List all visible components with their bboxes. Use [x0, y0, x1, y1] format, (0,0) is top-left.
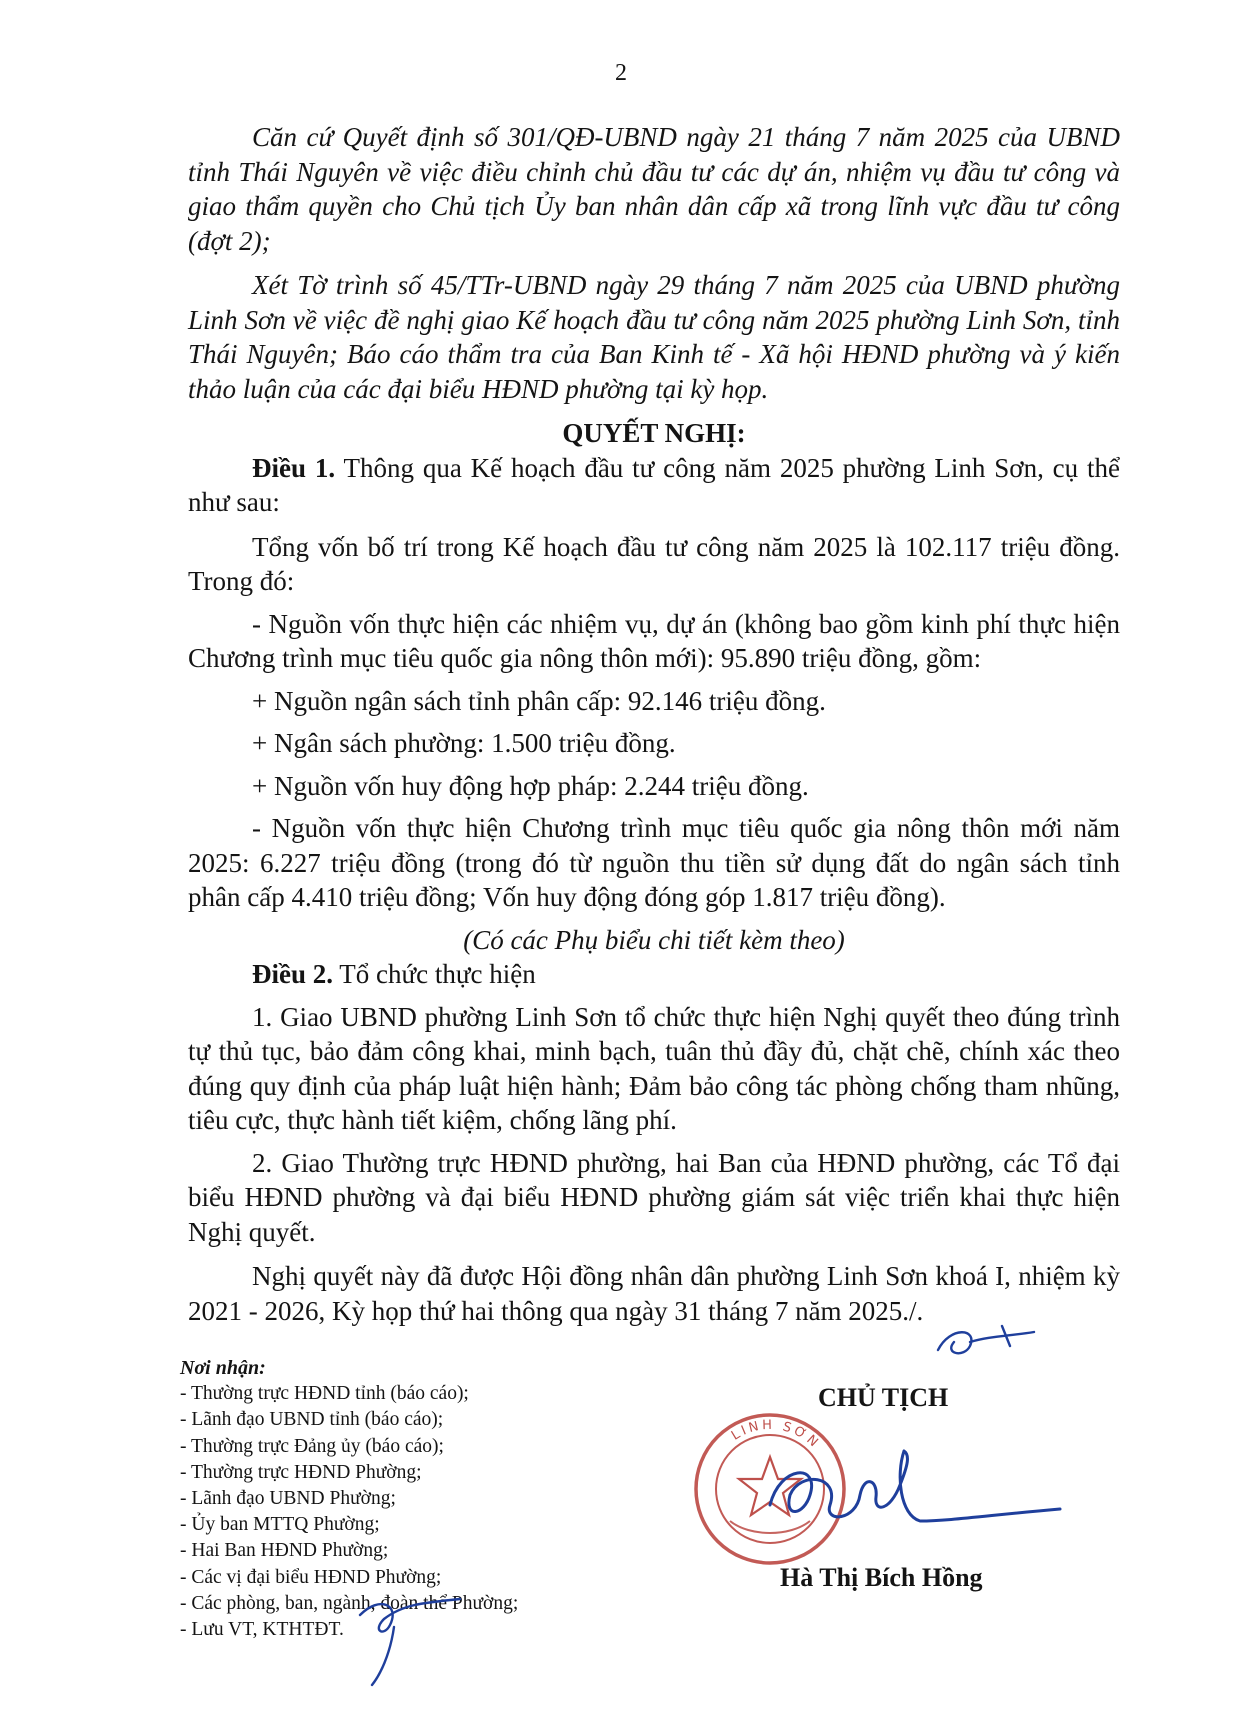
- capital-item: + Ngân sách phường: 1.500 triệu đồng.: [252, 728, 676, 758]
- implementation-item: 2. Giao Thường trực HĐND phường, hai Ban của HĐND phường, các Tổ đại biểu HĐND phường và đại biểu HĐND phường giám sát việc triển khai thực hiện Nghị quyết.: [188, 1147, 1120, 1247]
- capital-item: - Nguồn vốn thực hiện các nhiệm vụ, dự án (không bao gồm kinh phí thực hiện Chương trình mục tiêu quốc gia nông thôn mới): 95.890 triệu đồng, gồm:: [188, 608, 1120, 673]
- clerk-initials-mark: [350, 1575, 470, 1695]
- handwritten-signature: [760, 1435, 1080, 1545]
- recipient-item: - Lãnh đạo UBND tỉnh (báo cáo);: [180, 1409, 444, 1431]
- article-1-text: Thông qua Kế hoạch đầu tư công năm 2025 phường Linh Sơn, cụ thể như sau:: [188, 452, 1120, 517]
- capital-item: + Nguồn vốn huy động hợp pháp: 2.244 triệu đồng.: [252, 770, 809, 801]
- recipient-item: - Thường trực Đảng ủy (báo cáo);: [180, 1435, 444, 1457]
- recipients-title: Nơi nhận:: [180, 1357, 266, 1379]
- recipient-item: - Ủy ban MTTQ Phường;: [180, 1514, 380, 1536]
- recipient-item: - Các phòng, ban, ngành, đoàn thể Phường;: [180, 1592, 519, 1614]
- signer-title: CHỦ TỊCH: [818, 1383, 949, 1412]
- article-1: [188, 451, 1120, 520]
- preamble-paragraph: Căn cứ Quyết định số 301/QĐ-UBND ngày 21 tháng 7 năm 2025 của UBND tỉnh Thái Nguyên về việc điều chỉnh chủ đầu tư các dự án, nhiệm vụ đầu tư công và giao thẩm quyền cho Chủ tịch Ủy ban nhân dân cấp xã trong lĩnh vực đầu tư công (đợt 2);: [188, 122, 1120, 256]
- appendix-note: (Có các Phụ biểu chi tiết kèm theo): [463, 924, 845, 955]
- implementation-item: 1. Giao UBND phường Linh Sơn tổ chức thực hiện Nghị quyết theo đúng trình tự thủ tục, bảo đảm công khai, minh bạch, tuân thủ đầy đủ, chặt chẽ, chính xác theo đúng quy định của pháp luật hiện hành; Đảm bảo công tác phòng chống tham nhũng, tiêu cực, thực hành tiết kiệm, chống lãng phí.: [188, 1001, 1120, 1135]
- article-2-label: Điều 2.: [252, 959, 333, 989]
- recipient-item: - Hai Ban HĐND Phường;: [180, 1540, 389, 1562]
- closing-paragraph: Nghị quyết này đã được Hội đồng nhân dân phường Linh Sơn khoá I, nhiệm kỳ 2021 - 2026, Kỳ họp thứ hai thông qua ngày 31 tháng 7 năm 2025./.: [188, 1261, 1120, 1326]
- document-body: [188, 120, 1120, 1328]
- recipient-item: - Các vị đại biểu HĐND Phường;: [180, 1566, 442, 1588]
- recipient-item: - Thường trực HĐND Phường;: [180, 1461, 422, 1483]
- total-capital: Tổng vốn bố trí trong Kế hoạch đầu tư công năm 2025 là 102.117 triệu đồng. Trong đó:: [188, 531, 1120, 596]
- recipient-item: - Lưu VT, KTHTĐT.: [180, 1619, 344, 1641]
- decision-heading: QUYẾT NGHỊ:: [562, 418, 746, 448]
- seal-text: LINH SƠN: [728, 1417, 823, 1453]
- signer-name: Hà Thị Bích Hồng: [780, 1563, 983, 1592]
- recipient-item: - Lãnh đạo UBND Phường;: [180, 1488, 396, 1510]
- recipient-item: - Thường trực HĐND tỉnh (báo cáo);: [180, 1383, 469, 1405]
- capital-item: + Nguồn ngân sách tỉnh phân cấp: 92.146 triệu đồng.: [252, 685, 826, 716]
- article-1-label: Điều 1.: [252, 452, 336, 483]
- page-number: 2: [615, 60, 627, 86]
- article-2: [188, 957, 1120, 992]
- capital-item: - Nguồn vốn thực hiện Chương trình mục tiêu quốc gia nông thôn mới năm 2025: 6.227 triệu đồng (trong đó từ nguồn thu tiền sử dụng đất do ngân sách tỉnh phân cấp 4.410 triệu đồng; Vốn huy động đóng góp 1.817 triệu đồng).: [188, 813, 1120, 912]
- preamble-paragraph: Xét Tờ trình số 45/TTr-UBND ngày 29 tháng 7 năm 2025 của UBND phường Linh Sơn về việc đề nghị giao Kế hoạch đầu tư công năm 2025 phường Linh Sơn, tỉnh Thái Nguyên; Báo cáo thẩm tra của Ban Kinh tế - Xã hội HĐND phường và ý kiến thảo luận của các đại biểu HĐND phường tại kỳ họp.: [188, 270, 1120, 404]
- signature-section: [0, 1355, 1242, 1735]
- article-2-text: Tổ chức thực hiện: [333, 959, 536, 989]
